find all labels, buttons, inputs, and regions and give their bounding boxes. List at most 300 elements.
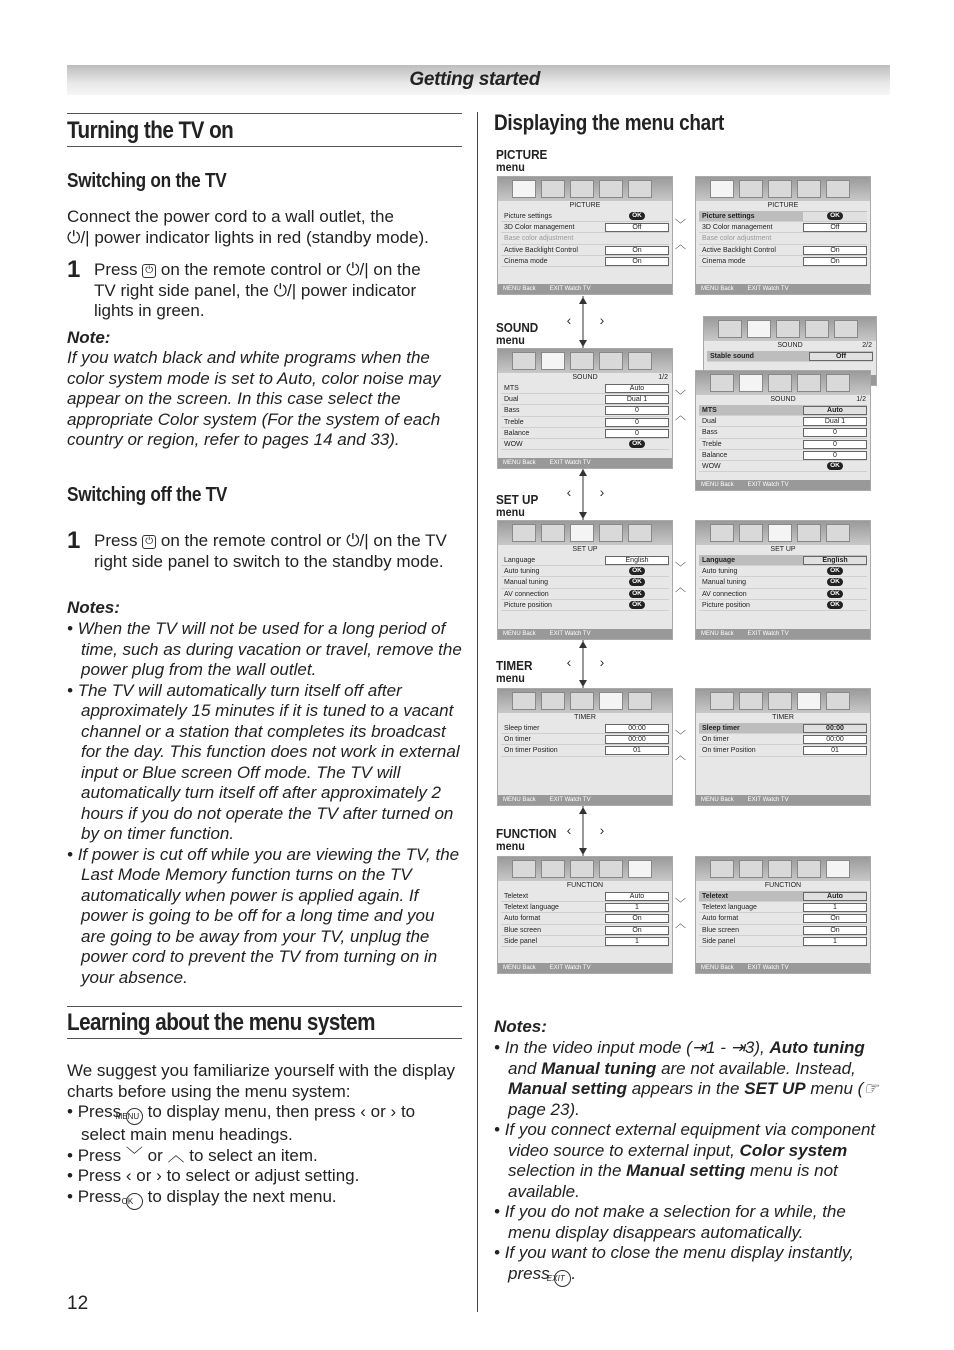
menu-row-value: 00:00 [803,724,867,733]
menu-row-label: Dual [504,396,519,404]
standby-icon: ⏻/| [346,260,369,279]
timer-tab-icon [805,320,829,338]
timer-tab-icon [797,692,821,710]
picture-tab-icon [710,374,734,392]
menu-row [699,233,867,244]
menu-row [501,566,669,577]
menu-tab-icons [696,521,870,545]
setup-menu-screen-selected [695,520,871,640]
menu-screen-title: SOUND 1/2 [770,396,866,403]
menu-row-value: Off [605,223,669,232]
menu-row-label: On timer Position [702,747,756,755]
menu-row-label: Treble [504,418,524,426]
menu-footer [498,458,672,468]
menu-row [699,891,867,902]
input-icon: ⇥ [691,1038,707,1057]
menu-row [699,936,867,947]
menu-row [699,734,867,745]
arrow-head [579,469,587,476]
down-arrow-icon: ﹀ [675,390,686,402]
function-tab-icon [826,860,850,878]
menu-row-label: Bass [702,429,718,437]
picture-menu-screen [497,176,673,295]
menu-row-label: Teletext language [702,904,757,912]
back-hint: MENU Back [701,797,734,803]
function-tab-icon [834,320,858,338]
left-arrow-icon: ‹ [125,1166,132,1185]
menu-row-label: Blue screen [504,926,541,934]
watch-tv-hint: EXIT Watch TV [549,631,591,637]
setup-tab-icon [570,352,594,370]
menu-footer [696,629,870,639]
menu-row-value: On [803,914,867,923]
input-icon: ⇥ [730,1038,745,1057]
menu-row-value: Auto [803,406,867,415]
list-item: • If you do not make a selection for a while, the menu display disappears automatically. [494,1202,846,1242]
down-arrow-icon: ﹀ [675,730,686,742]
menu-screen-title: PICTURE [569,202,601,209]
section-title: Getting started [409,69,540,90]
menu-row-value: On [605,246,669,255]
menu-row-label: Auto tuning [702,568,738,576]
function-menu-screen-selected [695,856,871,974]
menu-row-label: Balance [702,451,728,459]
arrow-head [579,340,587,347]
menu-row-label: Picture settings [504,213,552,220]
setup-menu-label: SET UP menu [496,492,539,519]
menu-row [501,405,669,416]
setup-menu-screen [497,520,673,640]
menu-row [501,902,669,913]
setup-tab-icon [776,320,800,338]
menu-row-value: 0 [605,418,669,427]
menu-row-label: Active Backlight Control [504,246,578,254]
arrow-head [579,641,587,648]
menu-row-label: Cinema mode [702,257,746,265]
back-hint: MENU Back [503,460,536,466]
list-item: • Press OK to display the next menu. [67,1187,462,1210]
timer-tab-icon [599,860,623,878]
left-arrow-icon: ‹ [566,822,572,838]
left-arrow-icon: ‹ [360,1102,366,1121]
menu-row-label: Side panel [504,937,538,945]
timer-menu-screen-selected [695,688,871,806]
note-label: Note: [67,328,111,347]
menu-row-label: Base color adjustment [504,235,574,243]
menu-row-label: 3D Color management [702,224,773,232]
menu-screen-title: SET UP [770,546,796,553]
menu-row-value: 0 [605,406,669,415]
menu-row-value: On [803,257,867,266]
switching-off-step: Press ⏻ on the remote control or ⏻/| on the TV right side panel to switch to the standby mode. [94,531,447,571]
timer-tab-icon [797,180,821,198]
menu-row-label: AV connection [504,590,549,598]
turning-tv-on-title: Turning the TV on [67,117,234,144]
menu-row-value: Auto [605,892,669,901]
arrow-head [579,807,587,814]
picture-tab-icon [710,524,734,542]
menu-row-value: Dual 1 [605,395,669,404]
power-button-icon: ⏻ [142,264,156,278]
menu-row-label: Auto format [702,915,739,923]
menu-row [699,450,867,461]
menu-row [699,902,867,913]
list-item: • In the video input mode (⇥1 - ⇥3), Auto tuning and Manual tuning are not available. Instead, Manual setting appears in the SET UP menu (☞ page 23). [494,1038,879,1119]
menu-footer [498,963,672,973]
learning-menu-title: Learning about the menu system [67,1009,375,1036]
back-hint: MENU Back [701,482,734,488]
menu-row [501,577,669,588]
sound-menu-screen [497,348,673,469]
sound-tab-icon [541,524,565,542]
menu-row [501,913,669,924]
menu-row-label: Cinema mode [504,257,548,265]
picture-tab-icon [718,320,742,338]
timer-tab-icon [599,180,623,198]
left-arrow-icon: ‹ [566,312,572,328]
sound-tab-icon [747,320,771,338]
menu-row [501,245,669,256]
list-item: • Press ‹ or › to select or adjust setting. [67,1166,360,1185]
watch-tv-hint: EXIT Watch TV [747,965,789,971]
menu-row-value: Off [803,223,867,232]
menu-row [699,427,867,438]
menu-row [699,925,867,936]
menu-row-value: 00:00 [803,735,867,744]
menu-screen-title: SET UP [572,546,598,553]
menu-row [501,439,669,450]
sound-menu-screen-selected [695,370,871,491]
menu-tab-icons [696,689,870,713]
menu-row-value: 1 [803,903,867,912]
menu-row-value: 00:00 [605,735,669,744]
menu-row-label: Bass [504,407,520,415]
menu-screen-title: TIMER [574,714,596,721]
menu-row-value: OK [605,601,669,610]
timer-tab-icon [797,524,821,542]
picture-menu-screen-selected [695,176,871,295]
setup-tab-icon [570,860,594,878]
watch-tv-hint: EXIT Watch TV [747,797,789,803]
menu-row-value: 1 [605,937,669,946]
setup-tab-icon [768,180,792,198]
menu-row [699,589,867,600]
menu-row [699,566,867,577]
menu-row-label: Teletext [504,893,529,900]
menu-footer [498,629,672,639]
menu-row-value: English [605,556,669,565]
menu-row [699,723,867,734]
menu-row-label: Sleep timer [504,725,540,732]
menu-row [699,245,867,256]
right-arrow-icon: › [599,312,605,328]
menu-tab-icons [696,177,870,201]
menu-screen-title: FUNCTION [566,882,604,889]
menu-row-value: OK [803,567,867,576]
switching-off-heading: Switching off the TV [67,484,228,506]
standby-icon: ⏻/| [67,227,90,247]
list-item: • If you want to close the menu display instantly, press EXIT . [494,1243,886,1287]
menu-row [501,734,669,745]
back-hint: MENU Back [503,631,536,637]
menu-footer [696,480,870,490]
arrow-head [579,512,587,519]
up-arrow-icon: ︿ [675,410,686,422]
menu-row [501,211,669,222]
menu-row [501,589,669,600]
menu-row-label: On timer Position [504,747,558,755]
menu-row [699,222,867,233]
sound-tab-icon [739,524,763,542]
menu-screen-title: FUNCTION [764,882,802,889]
setup-tab-icon [768,860,792,878]
menu-tab-icons [498,857,672,881]
menu-row [699,600,867,611]
menu-row-label: Active Backlight Control [702,246,776,254]
watch-tv-hint: EXIT Watch TV [747,286,789,292]
menu-row-value: 0 [605,429,669,438]
menu-screen-title: SOUND 2/2 [777,342,872,349]
menu-row [699,405,867,416]
watch-tv-hint: EXIT Watch TV [549,797,591,803]
menu-row-label: Sleep timer [702,725,740,732]
menu-row-value: On [803,926,867,935]
down-arrow-icon: ﹀ [675,219,686,231]
picture-tab-icon [512,352,536,370]
menu-row-value: OK [605,567,669,576]
menu-row-value: 0 [803,440,867,449]
menu-row [699,439,867,450]
function-tab-icon [628,352,652,370]
menu-footer [696,284,870,294]
list-item: • Press ﹀ or ︿ to select an item. [67,1145,318,1165]
sound-tab-icon [541,352,565,370]
menu-row-label: On timer [504,736,531,744]
function-tab-icon [628,860,652,878]
exit-button-icon: EXIT [554,1270,571,1287]
menu-row-label: WOW [504,440,523,448]
menu-row-label: AV connection [702,590,747,598]
menu-row-value: OK [605,590,669,599]
menu-row [699,745,867,756]
menu-row [501,745,669,756]
menu-notes-list [494,1038,886,1287]
menu-tab-icons [498,177,672,201]
menu-row-label: Side panel [702,937,736,945]
function-tab-icon [826,692,850,710]
menu-row [699,913,867,924]
sound-menu-label: SOUND menu [496,320,539,347]
setup-tab-icon [570,692,594,710]
menu-row [501,723,669,734]
sound-tab-icon [541,860,565,878]
menu-row [699,555,867,566]
menu-row-label: Stable sound [710,353,754,360]
watch-tv-hint: EXIT Watch TV [549,460,591,466]
menu-row-value: Off [809,352,873,361]
picture-tab-icon [710,692,734,710]
watch-tv-hint: EXIT Watch TV [747,482,789,488]
menu-row [501,925,669,936]
down-arrow-icon: ﹀ [675,562,686,574]
sound-tab-icon [541,180,565,198]
menu-row [699,416,867,427]
setup-tab-icon [570,180,594,198]
menu-row-value: 1 [605,903,669,912]
menu-row [501,417,669,428]
timer-tab-icon [797,860,821,878]
timer-menu-screen [497,688,673,806]
menu-row-value: OK [803,590,867,599]
watch-tv-hint: EXIT Watch TV [747,631,789,637]
function-tab-icon [826,180,850,198]
menu-row-label: Picture position [504,601,552,609]
menu-footer [696,963,870,973]
menu-button-icon: MENU [126,1108,143,1125]
right-arrow-icon: › [599,484,605,500]
function-tab-icon [628,524,652,542]
right-arrow-icon: › [599,822,605,838]
list-item: • If you connect external equipment via component video source to external input, Color system selection in the Manual setting menu is not available. [494,1120,876,1201]
switching-on-step: Press ⏻ on the remote control or ⏻/| on the TV right side panel, the ⏻/| power indicator lights in green. [94,260,421,320]
arrow-head [579,297,587,304]
notes-label: Notes: [494,1017,547,1036]
menu-row-label: Dual [702,418,717,426]
up-arrow-icon: ︿ [675,918,686,930]
menu-row-label: Blue screen [702,926,739,934]
menu-row-label: MTS [504,385,519,392]
picture-tab-icon [512,692,536,710]
menu-row-value: English [803,556,867,565]
menu-tab-icons [498,521,672,545]
sound-tab-icon [739,374,763,392]
menu-row-value: Auto [605,384,669,393]
menu-row [707,351,873,362]
arrow-head [579,680,587,687]
menu-row-value: OK [605,212,669,221]
picture-tab-icon [512,860,536,878]
picture-menu-label: PICTURE menu [496,147,548,174]
function-tab-icon [628,180,652,198]
menu-tab-icons [704,317,876,341]
back-hint: MENU Back [503,797,536,803]
menu-row-label: Picture position [702,601,750,609]
setup-tab-icon [768,524,792,542]
down-arrow-icon: ﹀ [675,898,686,910]
menu-row-label: Treble [702,440,722,448]
timer-tab-icon [599,524,623,542]
setup-tab-icon [570,524,594,542]
menu-footer [498,284,672,294]
up-arrow-icon: ︿ [675,239,686,251]
menu-row-label: Base color adjustment [702,235,772,243]
menu-row [699,211,867,222]
function-menu-screen [497,856,673,974]
step-number: 1 [67,527,81,554]
menu-row-value: On [605,257,669,266]
menu-row-label: Auto format [504,915,541,923]
menu-tab-icons [696,371,870,395]
menu-row [501,555,669,566]
setup-tab-icon [768,692,792,710]
menu-row-value: 01 [803,746,867,755]
menu-row-value: 00:00 [605,724,669,733]
menu-row [699,461,867,472]
learning-text: We suggest you familiarize yourself with the display charts before using the menu system: • Press MENU to display menu, then press ‹ or › to select main menu headings. • Press ﹀ or ︿ to select an item. • Press ‹ or › to select or adjust setting. • Press OK to display the next menu. [67,1061,462,1210]
up-arrow-icon: ︿ [675,750,686,762]
notes-label: Notes: [67,598,120,617]
sound-tab-icon [739,860,763,878]
list-item: • Press MENU to display menu, then press ‹ or › to select main menu headings. [67,1102,416,1144]
menu-row-value: 1 [803,937,867,946]
menu-row-label: Teletext [702,893,728,900]
menu-row-label: 3D Color management [504,224,575,232]
menu-row-label: Language [504,557,536,564]
function-tab-icon [826,374,850,392]
back-hint: MENU Back [701,631,734,637]
standby-icon: ⏻/| [273,280,297,300]
up-arrow-icon: ︿ [167,1145,185,1165]
menu-row-label: Manual tuning [702,579,746,587]
function-tab-icon [628,692,652,710]
menu-row-value: 01 [605,746,669,755]
menu-row-label: Language [702,557,736,564]
reference-icon: ☞ [863,1079,879,1098]
left-arrow-icon: ‹ [566,484,572,500]
timer-tab-icon [797,374,821,392]
menu-row-value: On [605,914,669,923]
menu-row-label: WOW [702,462,721,470]
right-arrow-icon: › [156,1166,162,1185]
picture-tab-icon [512,180,536,198]
menu-row-value: OK [803,578,867,587]
timer-tab-icon [599,352,623,370]
menu-row [501,600,669,611]
menu-row-label: MTS [702,407,717,414]
power-button-icon: ⏻ [142,535,156,549]
standby-icon: ⏻/| [346,531,369,550]
step-number: 1 [67,256,81,283]
list-item: • If power is cut off while you are viewing the TV, the Last Mode Memory function turns on the TV automatically when power is applied again. If power is going to be off for a long time and you are going to be away from your TV, unplug the power cord to prevent the TV from turning on in your absence. [67,844,460,987]
menu-row-value: 0 [803,451,867,460]
note-text: If you watch black and white programs when the color system mode is set to Auto, color noise may appear on the screen. In this case select the appropriate Color system (For the system of each country or region, refer to pages 14 and 33). [67,348,441,449]
menu-screen-title: SOUND 1/2 [572,374,668,381]
menu-row-value: 0 [803,428,867,437]
back-hint: MENU Back [503,286,536,292]
list-item: • The TV will automatically turn itself off after approximately 15 minutes if it is tuned to a vacant channel or a station that completes its broadcast for the day. This function does not work in external input or Blue screen Off mode. The TV will automatically turn itself off after approximately 2 hours if you do not operate the TV after turned on by on timer function. [67,680,460,843]
menu-row [501,428,669,439]
menu-row [501,891,669,902]
menu-tab-icons [696,857,870,881]
menu-row [501,233,669,244]
timer-tab-icon [599,692,623,710]
menu-row-value: OK [605,578,669,587]
menu-screen-title: PICTURE [767,202,799,209]
picture-tab-icon [710,180,734,198]
arrow-head [579,848,587,855]
function-menu-label: FUNCTION menu [496,826,557,853]
function-tab-icon [826,524,850,542]
menu-row-value: On [605,926,669,935]
sound-tab-icon [739,180,763,198]
switching-on-heading: Switching on the TV [67,170,227,192]
menu-tab-icons [498,689,672,713]
watch-tv-hint: EXIT Watch TV [549,286,591,292]
left-arrow-icon: ‹ [566,654,572,670]
menu-chart-title: Displaying the menu chart [494,110,725,135]
sound-tab-icon [739,692,763,710]
menu-screen-title: TIMER [772,714,794,721]
